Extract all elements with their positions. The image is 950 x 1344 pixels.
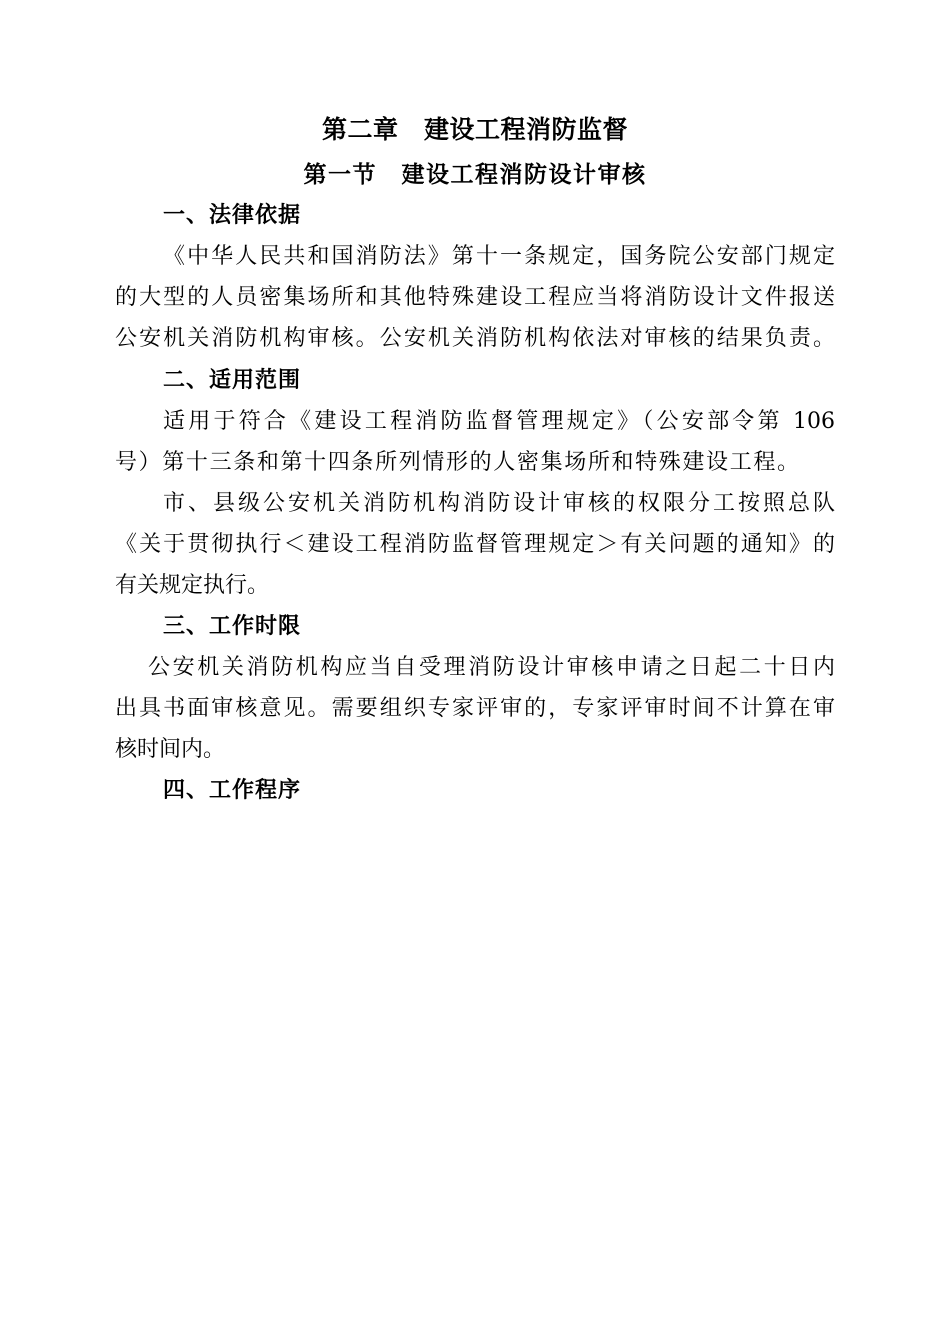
section-title: 第一节 建设工程消防设计审核	[303, 161, 647, 188]
paragraph-line: 公安机关消防机构审核。公安机关消防机构依法对审核的结果负责。	[115, 326, 835, 351]
heading-time-limit: 三、工作时限	[163, 613, 302, 639]
heading-procedure: 四、工作程序	[163, 777, 302, 803]
chapter-title: 第二章 建设工程消防监督	[321, 115, 628, 144]
paragraph-line: 适用于符合《建设工程消防监督管理规定》（公安部令第 106	[163, 409, 835, 434]
heading-legal-basis: 一、法律依据	[163, 202, 302, 228]
paragraph-line: 《关于贯彻执行＜建设工程消防监督管理规定＞有关问题的通知》的	[115, 532, 835, 557]
paragraph-line: 公安机关消防机构应当自受理消防设计审核申请之日起二十日内	[148, 655, 835, 680]
paragraph-line: 号）第十三条和第十四条所列情形的人密集场所和特殊建设工程。	[115, 450, 799, 475]
paragraph-line: 《中华人民共和国消防法》第十一条规定，国务院公安部门规定	[163, 244, 835, 269]
paragraph-line: 出具书面审核意见。需要组织专家评审的，专家评审时间不计算在审	[115, 696, 835, 721]
heading-scope: 二、适用范围	[163, 367, 302, 393]
paragraph-line: 核时间内。	[115, 737, 226, 762]
paragraph-line: 市、县级公安机关消防机构消防设计审核的权限分工按照总队	[163, 491, 835, 516]
paragraph-line: 有关规定执行。	[115, 573, 270, 598]
paragraph-line: 的大型的人员密集场所和其他特殊建设工程应当将消防设计文件报送	[115, 285, 835, 310]
